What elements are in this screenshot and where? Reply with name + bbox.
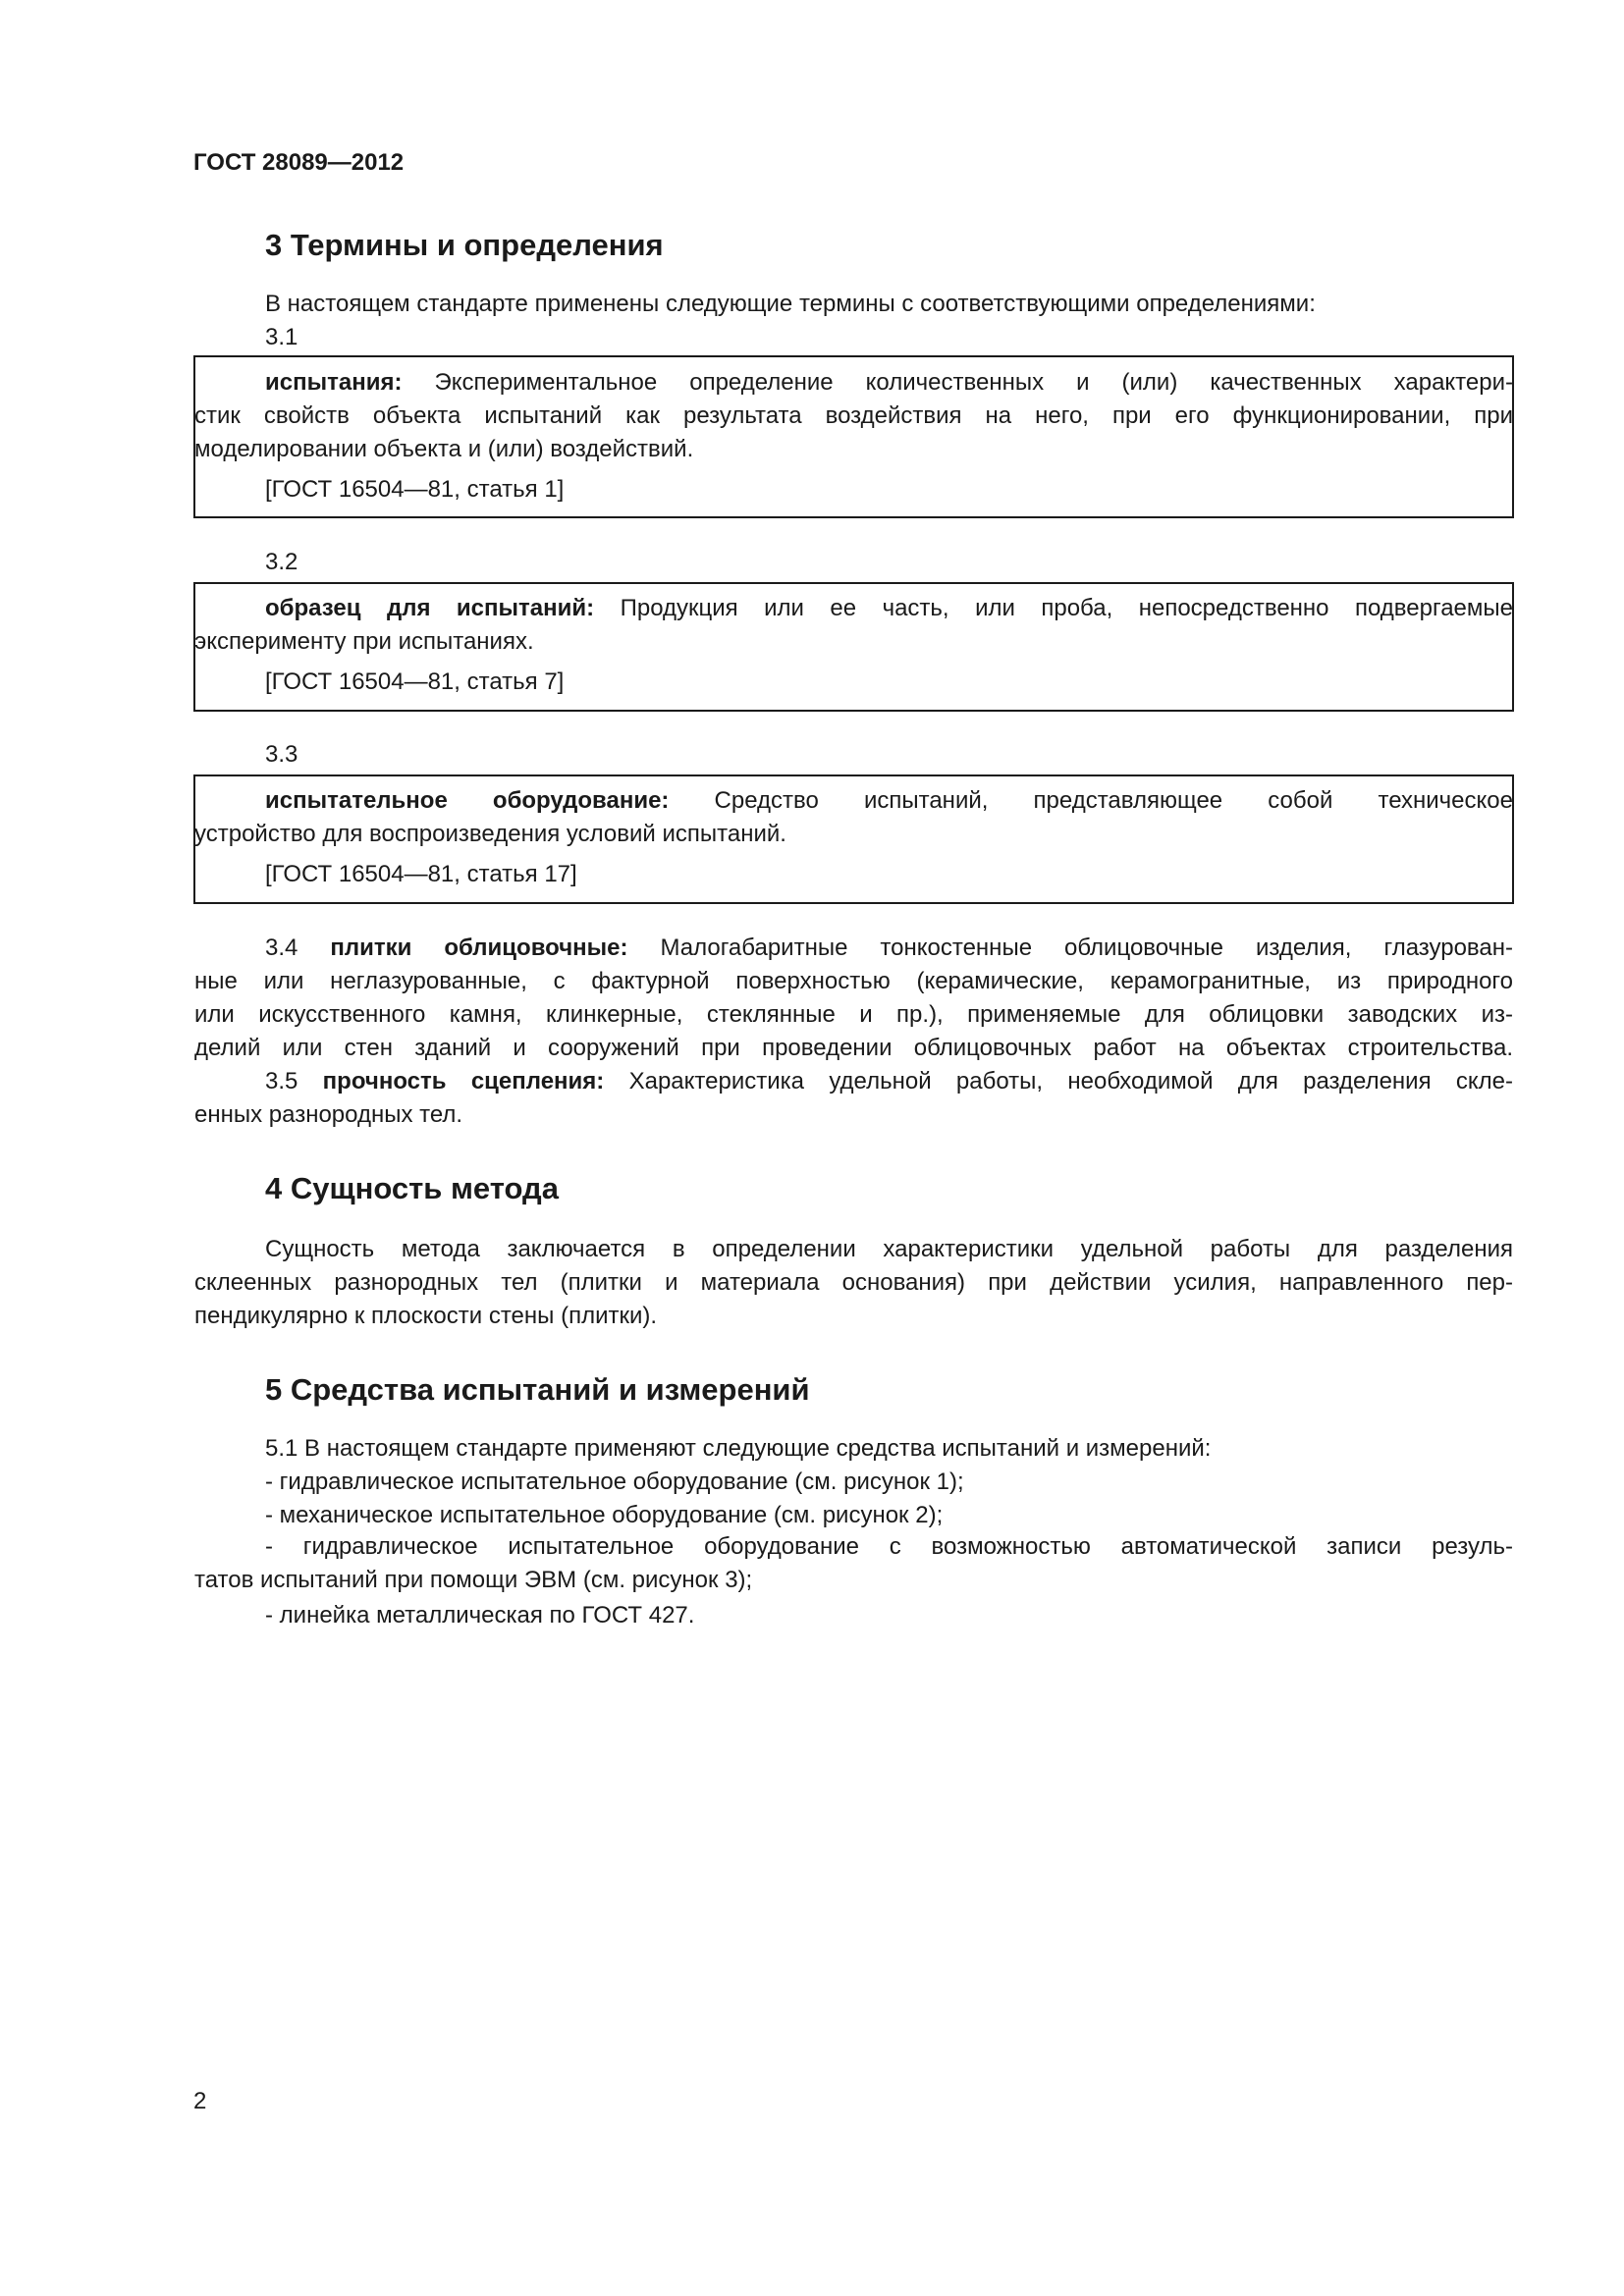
term-3-3-number: 3.3	[265, 741, 298, 768]
section-4-paragraph	[194, 1233, 1513, 1333]
term-3-5-paragraph	[194, 1065, 1513, 1132]
paragraph-line: делий или стен зданий и сооружений при проведении облицовочных работ на объектах строительства.	[194, 1035, 1513, 1061]
paragraph-line: 3.5 прочность сцепления: Характеристика удельной работы, необходимой для разделения скле-	[265, 1068, 1514, 1095]
section-4-title: 4 Сущность метода	[265, 1171, 559, 1205]
list-item-metal-ruler: - линейка металлическая по ГОСТ 427.	[265, 1602, 695, 1629]
definition-line: испытательное оборудование: Средство испытаний, представляющее собой техническое	[265, 787, 1513, 814]
section-3-intro: В настоящем стандарте применены следующие термины с соответствующими определениями:	[265, 291, 1316, 317]
term-3-1-term: испытания:	[265, 369, 403, 396]
term-3-4-paragraph	[194, 932, 1513, 1065]
paragraph-line: или искусственного камня, клинкерные, стеклянные и пр.), применяемые для облицовки заводских из-	[194, 1001, 1513, 1028]
term-3-3-source: [ГОСТ 16504—81, статья 17]	[265, 861, 577, 887]
term-3-2-term: образец для испытаний:	[265, 595, 595, 621]
definition-line: устройство для воспроизведения условий испытаний.	[194, 821, 786, 847]
term-3-2-definition	[194, 592, 1513, 659]
term-3-5-term: прочность сцепления:	[322, 1068, 605, 1095]
list-item-automatic-equipment	[194, 1530, 1513, 1597]
term-3-4-term: плитки облицовочные:	[330, 934, 628, 961]
section-5-1-intro: 5.1 В настоящем стандарте применяют следующие средства испытаний и измерений:	[265, 1435, 1212, 1462]
document-code-header: ГОСТ 28089—2012	[193, 149, 405, 176]
paragraph-line: склеенных разнородных тел (плитки и материала основания) при действии усилия, направленного пер-	[194, 1269, 1513, 1296]
term-3-2-number: 3.2	[265, 549, 298, 575]
section-5-title: 5 Средства испытаний и измерений	[265, 1372, 810, 1407]
paragraph-line: пендикулярно к плоскости стены (плитки).	[194, 1303, 658, 1329]
term-3-2-source: [ГОСТ 16504—81, статья 7]	[265, 668, 565, 695]
list-item-mechanical-equipment: - механическое испытательное оборудование (см. рисунок 2);	[265, 1502, 944, 1528]
paragraph-line: енных разнородных тел.	[194, 1101, 463, 1128]
term-3-3-definition	[194, 784, 1513, 851]
page-number: 2	[193, 2088, 207, 2114]
paragraph-line: ные или неглазурованные, с фактурной поверхностью (керамические, керамогранитные, из природного	[194, 968, 1513, 994]
term-3-3-term: испытательное оборудование:	[265, 787, 670, 814]
term-3-1-number: 3.1	[265, 324, 298, 350]
term-3-1-source: [ГОСТ 16504—81, статья 1]	[265, 476, 565, 503]
definition-line: эксперименту при испытаниях.	[194, 628, 534, 655]
paragraph-line: татов испытаний при помощи ЭВМ (см. рисунок 3);	[194, 1567, 753, 1593]
definition-line: стик свойств объекта испытаний как результата воздействия на него, при его функционировании, при	[194, 402, 1513, 429]
definition-line: моделировании объекта и (или) воздействий.	[194, 436, 694, 462]
definition-line: испытания: Экспериментальное определение количественных и (или) качественных характери-	[265, 369, 1513, 396]
definition-line: образец для испытаний: Продукция или ее часть, или проба, непосредственно подвергаемые	[265, 595, 1514, 621]
section-3-title: 3 Термины и определения	[265, 228, 664, 262]
paragraph-line: Сущность метода заключается в определении характеристики удельной работы для разделения	[265, 1236, 1513, 1262]
paragraph-line: 3.4 плитки облицовочные: Малогабаритные тонкостенные облицовочные изделия, глазурован-	[265, 934, 1514, 961]
list-item-hydraulic-equipment: - гидравлическое испытательное оборудование (см. рисунок 1);	[265, 1468, 964, 1495]
paragraph-line: - гидравлическое испытательное оборудование с возможностью автоматической записи резуль-	[265, 1533, 1513, 1560]
term-3-1-definition	[194, 366, 1513, 466]
